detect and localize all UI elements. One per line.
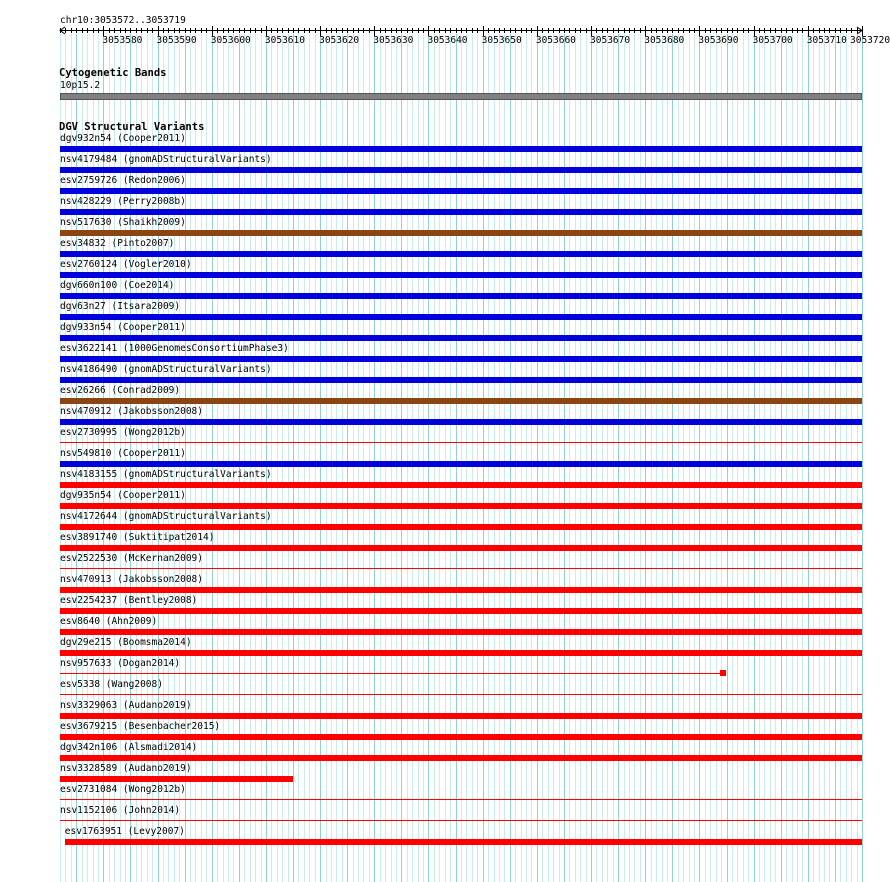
- dgv-feature-label[interactable]: esv2731084 (Wong2012b): [60, 784, 186, 795]
- dgv-feature-label[interactable]: nsv4183155 (gnomADStructuralVariants): [60, 469, 272, 480]
- dgv-feature-label[interactable]: nsv3328589 (Audano2019): [60, 763, 192, 774]
- dgv-feature-label[interactable]: esv34832 (Pinto2007): [60, 238, 175, 249]
- dgv-feature-bar[interactable]: [65, 839, 862, 845]
- location-label: chr10:3053572..3053719: [60, 15, 186, 26]
- dgv-feature-bar[interactable]: [60, 629, 862, 635]
- dgv-feature-label[interactable]: nsv470912 (Jakobsson2008): [60, 406, 203, 417]
- dgv-feature-bar[interactable]: [60, 799, 862, 800]
- dgv-feature-label[interactable]: dgv932n54 (Cooper2011): [60, 133, 186, 144]
- dgv-feature-bar[interactable]: [60, 755, 862, 761]
- dgv-feature-label[interactable]: esv2759726 (Redon2006): [60, 175, 186, 186]
- dgv-feature-bar[interactable]: [60, 568, 862, 569]
- dgv-feature-label[interactable]: esv3891740 (Suktitipat2014): [60, 532, 215, 543]
- dgv-feature-bar[interactable]: [60, 776, 293, 782]
- cytoband-label: 10p15.2: [60, 80, 101, 91]
- dgv-feature-label[interactable]: esv1763951 (Levy2007): [64, 826, 185, 837]
- ruler-tick-label: 3053640: [427, 35, 468, 46]
- ruler-tick-label: 3053600: [210, 35, 251, 46]
- dgv-feature-label[interactable]: esv5338 (Wang2008): [60, 679, 163, 690]
- dgv-feature-bar[interactable]: [60, 377, 862, 383]
- ruler-tick-label: 3053680: [644, 35, 685, 46]
- dgv-feature-label[interactable]: esv2522530 (McKernan2009): [60, 553, 203, 564]
- ruler-tick-label: 3053690: [698, 35, 739, 46]
- ruler-tick-label: 3053630: [373, 35, 414, 46]
- dgv-feature-label[interactable]: nsv3329063 (Audano2019): [60, 700, 192, 711]
- ruler-tick-label: 3053590: [156, 35, 197, 46]
- dgv-feature-bar[interactable]: [60, 251, 862, 257]
- dgv-feature-bar[interactable]: [60, 314, 862, 320]
- dgv-feature-label[interactable]: dgv63n27 (Itsara2009): [60, 301, 181, 312]
- dgv-feature-bar[interactable]: [60, 442, 862, 443]
- dgv-feature-label[interactable]: nsv428229 (Perry2008b): [60, 196, 186, 207]
- dgv-feature-bar[interactable]: [60, 587, 862, 593]
- dgv-feature-label[interactable]: nsv470913 (Jakobsson2008): [60, 574, 203, 585]
- dgv-feature-bar[interactable]: [60, 461, 862, 467]
- dgv-feature-label[interactable]: esv26266 (Conrad2009): [60, 385, 181, 396]
- dgv-feature-bar[interactable]: [60, 188, 862, 194]
- ruler-tick-label: 3053670: [590, 35, 631, 46]
- ruler-scale[interactable]: [0, 0, 890, 60]
- dgv-feature-bar[interactable]: [60, 209, 862, 215]
- cytoband-bar[interactable]: [60, 93, 862, 100]
- dgv-feature-label[interactable]: nsv517630 (Shaikh2009): [60, 217, 186, 228]
- dgv-feature-bar[interactable]: [60, 673, 726, 674]
- dgv-feature-bar[interactable]: [60, 503, 862, 509]
- dgv-feature-bar[interactable]: [60, 419, 862, 425]
- dgv-feature-bar[interactable]: [60, 524, 862, 530]
- dgv-feature-label[interactable]: dgv933n54 (Cooper2011): [60, 322, 186, 333]
- dgv-feature-end-block[interactable]: [720, 670, 726, 676]
- dgv-feature-bar[interactable]: [60, 820, 862, 821]
- dgv-feature-bar[interactable]: [60, 167, 862, 173]
- dgv-feature-bar[interactable]: [60, 713, 862, 719]
- ruler-tick-label: 3053620: [319, 35, 360, 46]
- dgv-feature-label[interactable]: nsv4172644 (gnomADStructuralVariants): [60, 511, 272, 522]
- dgv-feature-label[interactable]: dgv29e215 (Boomsma2014): [60, 637, 192, 648]
- dgv-feature-label[interactable]: esv3679215 (Besenbacher2015): [60, 721, 221, 732]
- cytogenetic-bands-track-title[interactable]: Cytogenetic Bands: [59, 67, 167, 79]
- dgv-feature-bar[interactable]: [60, 230, 862, 236]
- dgv-feature-bar[interactable]: [60, 272, 862, 278]
- dgv-feature-bar[interactable]: [60, 694, 862, 695]
- dgv-feature-bar[interactable]: [60, 650, 862, 656]
- dgv-feature-bar[interactable]: [60, 335, 862, 341]
- dgv-feature-bar[interactable]: [60, 734, 862, 740]
- dgv-feature-bar[interactable]: [60, 545, 862, 551]
- ruler-tick-label: 3053650: [481, 35, 522, 46]
- dgv-feature-label[interactable]: nsv549810 (Cooper2011): [60, 448, 186, 459]
- dgv-feature-label[interactable]: nsv957633 (Dogan2014): [60, 658, 181, 669]
- dgv-feature-label[interactable]: nsv4179484 (gnomADStructuralVariants): [60, 154, 272, 165]
- ruler-tick-label: 3053610: [264, 35, 305, 46]
- dgv-feature-label[interactable]: dgv342n106 (Alsmadi2014): [60, 742, 198, 753]
- dgv-feature-bar[interactable]: [60, 146, 862, 152]
- dgv-feature-label[interactable]: dgv935n54 (Cooper2011): [60, 490, 186, 501]
- ruler-tick-label: 3053710: [806, 35, 847, 46]
- ruler-tick-label: 3053720: [850, 35, 890, 46]
- dgv-feature-label[interactable]: esv2730995 (Wong2012b): [60, 427, 186, 438]
- ruler-tick-label: 3053580: [102, 35, 143, 46]
- dgv-feature-bar[interactable]: [60, 608, 862, 614]
- dgv-feature-bar[interactable]: [60, 482, 862, 488]
- dgv-feature-label[interactable]: esv3622141 (1000GenomesConsortiumPhase3): [60, 343, 289, 354]
- dgv-track-title[interactable]: DGV Structural Variants: [59, 121, 205, 133]
- ruler-tick-label: 3053700: [752, 35, 793, 46]
- dgv-feature-label[interactable]: nsv4186490 (gnomADStructuralVariants): [60, 364, 272, 375]
- dgv-feature-bar[interactable]: [60, 293, 862, 299]
- dgv-feature-label[interactable]: dgv660n100 (Coe2014): [60, 280, 175, 291]
- dgv-feature-label[interactable]: esv2760124 (Vogler2010): [60, 259, 192, 270]
- ruler-tick-label: 3053660: [535, 35, 576, 46]
- dgv-feature-bar[interactable]: [60, 356, 862, 362]
- dgv-feature-bar[interactable]: [60, 398, 862, 404]
- dgv-feature-label[interactable]: esv8640 (Ahn2009): [60, 616, 158, 627]
- dgv-feature-label[interactable]: nsv1152106 (John2014): [60, 805, 181, 816]
- dgv-feature-label[interactable]: esv2254237 (Bentley2008): [60, 595, 198, 606]
